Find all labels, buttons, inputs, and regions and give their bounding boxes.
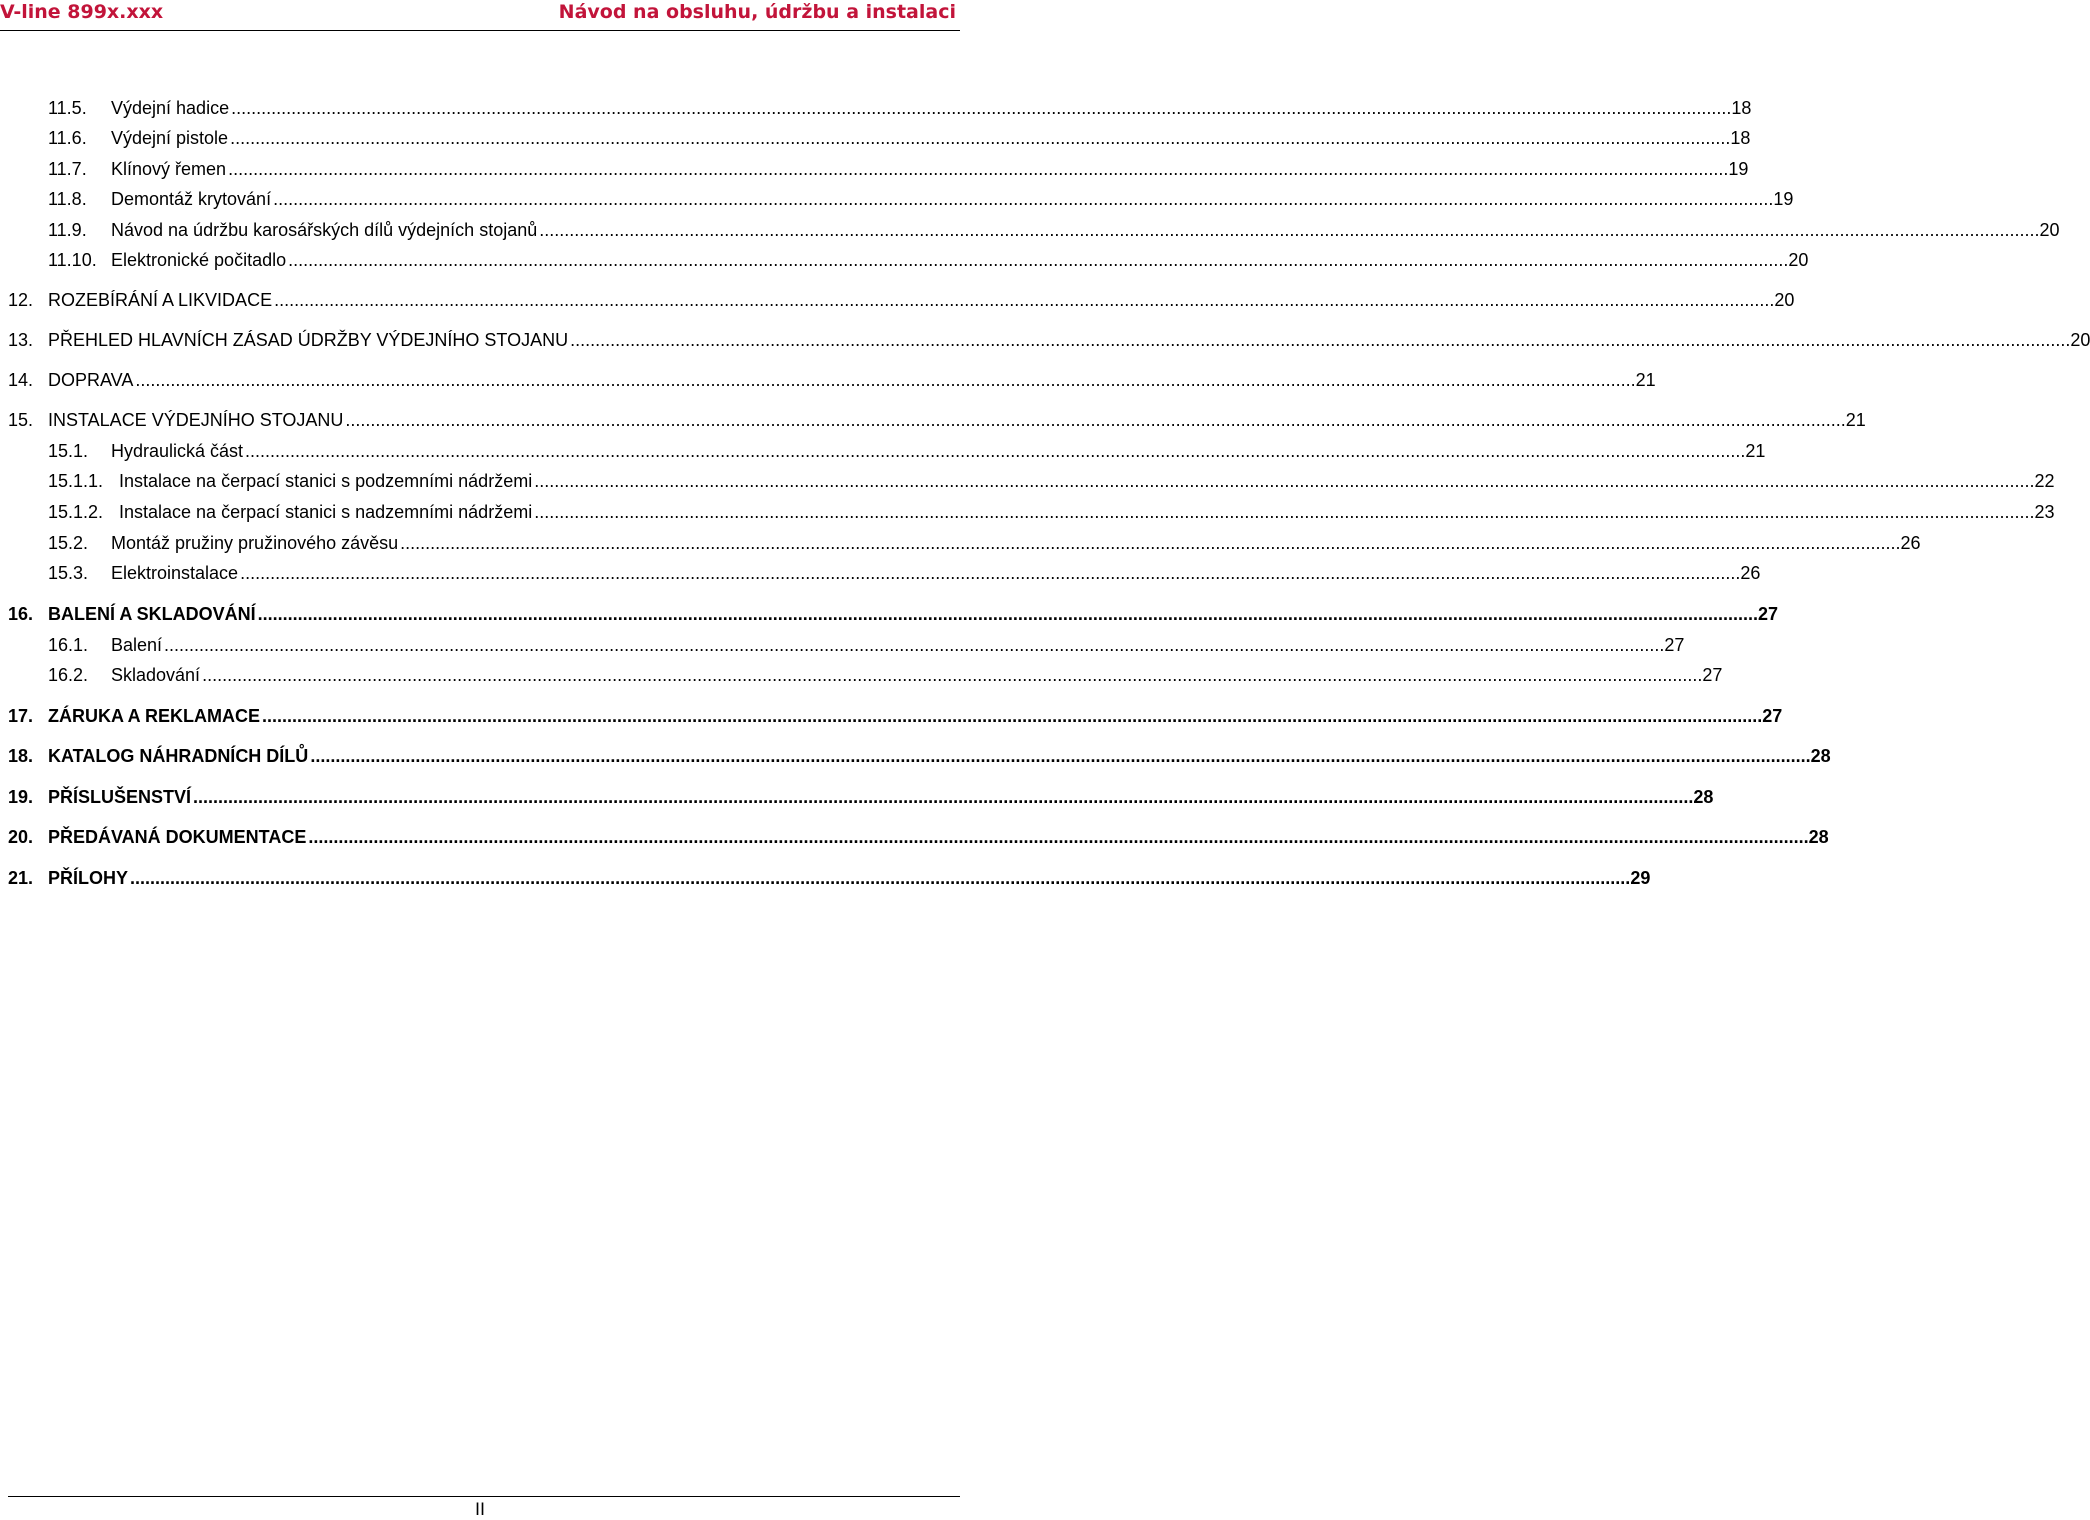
- toc-entry-page: 28: [1810, 746, 1831, 766]
- toc-entry-title: PŘEHLED HLAVNÍCH ZÁSAD ÚDRŽBY VÝDEJNÍHO STOJANU: [48, 330, 569, 350]
- toc-entry[interactable]: [0, 704, 1783, 728]
- toc-entry-number: 16.1.: [48, 635, 89, 655]
- toc-dot-leader: ............................................................................................................................................................................................................................................................................................................: [310, 746, 1811, 766]
- toc-dot-leader: ............................................................................................................................................................................................................................................................................................................: [228, 159, 1729, 179]
- toc-entry[interactable]: [0, 866, 1651, 890]
- toc-dot-leader: ............................................................................................................................................................................................................................................................................................................: [164, 635, 1665, 655]
- toc-entry-title: Klínový řemen: [111, 159, 227, 179]
- toc-entry-title: Balení: [111, 635, 163, 655]
- toc-entry[interactable]: [0, 785, 1714, 809]
- toc-entry-title: Instalace na čerpací stanici s nadzemními nádržemi: [119, 502, 533, 522]
- toc-entry-title: DOPRAVA: [48, 370, 134, 390]
- toc-entry-number: 20.: [8, 827, 34, 847]
- toc-entry-number: 16.2.: [48, 665, 89, 685]
- toc-entry[interactable]: [0, 602, 1778, 626]
- toc-entry-number: 11.6.: [48, 128, 87, 148]
- toc-entry-page: 27: [1702, 665, 1723, 685]
- toc-entry[interactable]: [0, 663, 1723, 687]
- toc-entry-page: 28: [1693, 787, 1714, 807]
- toc-entry-number: 15.2.: [48, 533, 89, 553]
- toc-entry-page: 20: [2039, 220, 2060, 240]
- toc-entry-page: 27: [1762, 706, 1783, 726]
- toc-entry-number: 15.1.: [48, 441, 89, 461]
- toc-entry[interactable]: [0, 288, 1795, 312]
- toc-dot-leader: ............................................................................................................................................................................................................................................................................................................: [534, 471, 2035, 491]
- footer-rule: [8, 1496, 960, 1497]
- toc-entry[interactable]: [0, 368, 1656, 392]
- toc-entry-title: INSTALACE VÝDEJNÍHO STOJANU: [48, 410, 344, 430]
- toc-dot-leader: ............................................................................................................................................................................................................................................................................................................: [135, 370, 1636, 390]
- toc-dot-leader: ............................................................................................................................................................................................................................................................................................................: [193, 787, 1694, 807]
- toc-entry-title: Elektroinstalace: [111, 563, 239, 583]
- toc-entry[interactable]: [0, 744, 1831, 768]
- toc-entry-number: 11.5.: [48, 98, 87, 118]
- toc-dot-leader: ............................................................................................................................................................................................................................................................................................................: [274, 290, 1775, 310]
- toc-entry-title: Montáž pružiny pružinového závěsu: [111, 533, 399, 553]
- toc-entry-title: PŘÍSLUŠENSTVÍ: [48, 787, 192, 807]
- toc-entry[interactable]: [0, 218, 2060, 242]
- toc-entry-title: ZÁRUKA A REKLAMACE: [48, 706, 260, 726]
- toc-entry-number: 21.: [8, 868, 34, 888]
- page-header: [0, 0, 960, 31]
- toc-entry-title: ROZEBÍRÁNÍ A LIKVIDACE: [48, 290, 273, 310]
- toc-entry-title: Demontáž krytování: [111, 189, 272, 209]
- toc-entry-page: 20: [2070, 330, 2090, 350]
- toc-entry-number: 17.: [8, 706, 34, 726]
- toc-dot-leader: ............................................................................................................................................................................................................................................................................................................: [288, 250, 1789, 270]
- toc-entry-page: 18: [1730, 128, 1751, 148]
- toc-entry-page: 19: [1773, 189, 1794, 209]
- toc-entry[interactable]: [0, 633, 1685, 657]
- toc-entry-title: Výdejní pistole: [111, 128, 229, 148]
- toc-entry-page: 21: [1745, 441, 1766, 461]
- toc-dot-leader: ............................................................................................................................................................................................................................................................................................................: [534, 502, 2035, 522]
- toc-entry[interactable]: [0, 96, 1752, 120]
- toc-entry[interactable]: [0, 500, 2055, 524]
- toc-entry-number: 19.: [8, 787, 34, 807]
- toc-entry-title: BALENÍ A SKLADOVÁNÍ: [48, 604, 256, 624]
- toc-entry[interactable]: [0, 825, 1829, 849]
- toc-entry-number: 15.3.: [48, 563, 89, 583]
- toc-entry-title: Návod na údržbu karosářských dílů výdejních stojanů: [111, 220, 538, 240]
- toc-dot-leader: ............................................................................................................................................................................................................................................................................................................: [231, 98, 1732, 118]
- toc-dot-leader: ............................................................................................................................................................................................................................................................................................................: [400, 533, 1901, 553]
- toc-entry-page: 26: [1740, 563, 1761, 583]
- toc-entry-page: 22: [2034, 471, 2055, 491]
- toc-entry-number: 14.: [8, 370, 34, 390]
- toc-entry-number: 16.: [8, 604, 34, 624]
- toc-dot-leader: ............................................................................................................................................................................................................................................................................................................: [261, 706, 1763, 726]
- toc-entry-page: 18: [1731, 98, 1752, 118]
- toc-entry[interactable]: [0, 469, 2055, 493]
- toc-entry-number: 12.: [8, 290, 34, 310]
- toc-entry-page: 21: [1845, 410, 1866, 430]
- toc-entry-page: 20: [1774, 290, 1795, 310]
- toc-entry[interactable]: [0, 126, 1751, 150]
- toc-entry[interactable]: [0, 439, 1766, 463]
- toc-entry-title: Elektronické počitadlo: [111, 250, 287, 270]
- toc-dot-leader: ............................................................................................................................................................................................................................................................................................................: [202, 665, 1703, 685]
- toc-entry-page: 27: [1664, 635, 1685, 655]
- toc-entry-page: 21: [1635, 370, 1656, 390]
- toc-entry-page: 19: [1728, 159, 1749, 179]
- toc-dot-leader: ............................................................................................................................................................................................................................................................................................................: [308, 827, 1809, 847]
- toc-entry-number: 15.1.1.: [48, 471, 104, 491]
- toc-entry[interactable]: [0, 561, 1761, 585]
- toc-entry-number: 15.1.2.: [48, 502, 104, 522]
- header-document-title: Návod na obsluhu, údržbu a instalaci: [558, 1, 956, 23]
- toc-entry-title: KATALOG NÁHRADNÍCH DÍLŮ: [48, 746, 309, 766]
- toc-dot-leader: ............................................................................................................................................................................................................................................................................................................: [130, 868, 1631, 888]
- toc-entry[interactable]: [0, 187, 1794, 211]
- toc-entry-number: 11.9.: [48, 220, 87, 240]
- toc-entry-page: 28: [1808, 827, 1829, 847]
- toc-entry-title: PŘEDÁVANÁ DOKUMENTACE: [48, 827, 307, 847]
- toc-dot-leader: ............................................................................................................................................................................................................................................................................................................: [570, 330, 2071, 350]
- toc-entry-page: 29: [1630, 868, 1651, 888]
- header-product-name: V-line 899x.xxx: [0, 1, 164, 23]
- toc-entry-title: Výdejní hadice: [111, 98, 230, 118]
- toc-entry-title: PŘÍLOHY: [48, 868, 129, 888]
- toc-entry-title: Hydraulická část: [111, 441, 244, 461]
- toc-dot-leader: ............................................................................................................................................................................................................................................................................................................: [245, 441, 1746, 461]
- toc-dot-leader: ............................................................................................................................................................................................................................................................................................................: [240, 563, 1741, 583]
- toc-entry-number: 15.: [8, 410, 34, 430]
- toc-dot-leader: ............................................................................................................................................................................................................................................................................................................: [257, 604, 1758, 624]
- toc-entry-number: 13.: [8, 330, 34, 350]
- toc-entry-page: 23: [2034, 502, 2055, 522]
- toc-entry[interactable]: [0, 328, 2090, 352]
- toc-entry-number: 11.7.: [48, 159, 87, 179]
- toc-entry-page: 27: [1757, 604, 1778, 624]
- toc-dot-leader: ............................................................................................................................................................................................................................................................................................................: [230, 128, 1731, 148]
- toc-entry[interactable]: [0, 157, 1749, 181]
- toc-entry-number: 11.8.: [48, 189, 87, 209]
- toc-entry-page: 26: [1900, 533, 1921, 553]
- toc-entry-title: Instalace na čerpací stanici s podzemními nádržemi: [119, 471, 533, 491]
- toc-entry-title: Skladování: [111, 665, 201, 685]
- toc-entry[interactable]: [0, 248, 1809, 272]
- page-number: II: [474, 1500, 486, 1520]
- toc-entry-number: 18.: [8, 746, 34, 766]
- toc-entry[interactable]: [0, 408, 1866, 432]
- toc-dot-leader: ............................................................................................................................................................................................................................................................................................................: [539, 220, 2040, 240]
- toc-dot-leader: ............................................................................................................................................................................................................................................................................................................: [345, 410, 1846, 430]
- toc-dot-leader: ............................................................................................................................................................................................................................................................................................................: [273, 189, 1774, 209]
- toc-entry-number: 11.10.: [48, 250, 97, 270]
- toc-entry-page: 20: [1788, 250, 1809, 270]
- toc-entry[interactable]: [0, 531, 1921, 555]
